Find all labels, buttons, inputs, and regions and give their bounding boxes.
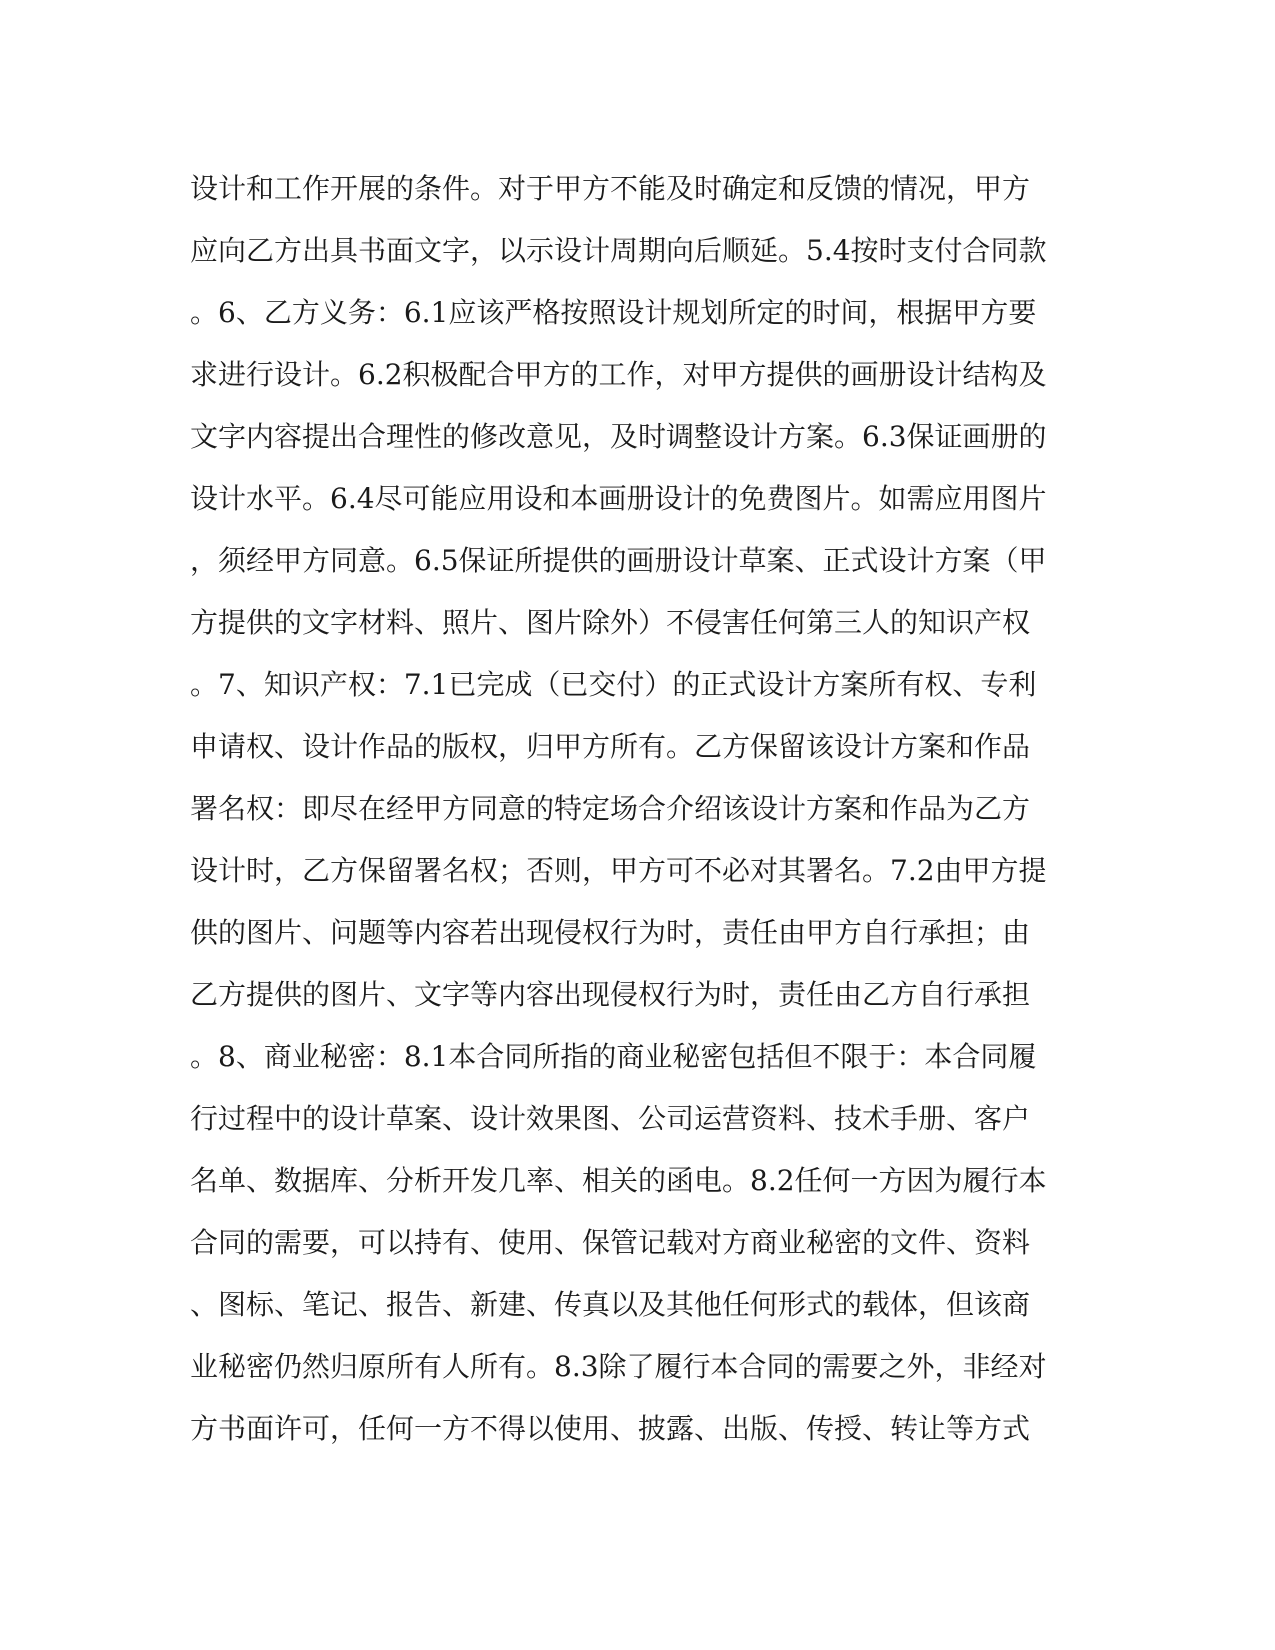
text-line: 设计时，乙方保留署名权；否则，甲方可不必对其署名。7.2由甲方提 (190, 854, 1047, 887)
text-line: 乙方提供的图片、文字等内容出现侵权行为时，责任由乙方自行承担 (190, 978, 1031, 1011)
text-line: 合同的需要，可以持有、使用、保管记载对方商业秘密的文件、资料 (190, 1226, 1031, 1259)
text-line: 方书面许可，任何一方不得以使用、披露、出版、传授、转让等方式 (190, 1412, 1031, 1445)
text-line: 供的图片、问题等内容若出现侵权行为时，责任由甲方自行承担；由 (190, 916, 1031, 949)
text-line: 。8、商业秘密：8.1本合同所指的商业秘密包括但不限于：本合同履 (190, 1040, 1037, 1073)
text-line: 、图标、笔记、报告、新建、传真以及其他任何形式的载体，但该商 (190, 1288, 1031, 1321)
text-line: 名单、数据库、分析开发几率、相关的函电。8.2任何一方因为履行本 (190, 1164, 1047, 1197)
text-line: 文字内容提出合理性的修改意见，及时调整设计方案。6.3保证画册的 (190, 420, 1047, 453)
text-line: 设计和工作开展的条件。对于甲方不能及时确定和反馈的情况，甲方 (190, 172, 1031, 205)
text-line: 求进行设计。6.2积极配合甲方的工作，对甲方提供的画册设计结构及 (190, 358, 1047, 391)
text-line: ，须经甲方同意。6.5保证所提供的画册设计草案、正式设计方案（甲 (190, 544, 1047, 577)
text-line: 署名权：即尽在经甲方同意的特定场合介绍该设计方案和作品为乙方 (190, 792, 1031, 825)
text-line: 行过程中的设计草案、设计效果图、公司运营资料、技术手册、客户 (190, 1102, 1031, 1135)
text-line: 方提供的文字材料、照片、图片除外）不侵害任何第三人的知识产权 (190, 606, 1031, 639)
text-line: 申请权、设计作品的版权，归甲方所有。乙方保留该设计方案和作品 (190, 730, 1031, 763)
text-line: 设计水平。6.4尽可能应用设和本画册设计的免费图片。如需应用图片 (190, 482, 1047, 515)
contract-body-text (190, 158, 1080, 1460)
text-line: 。7、知识产权：7.1已完成（已交付）的正式设计方案所有权、专利 (190, 668, 1037, 701)
text-line: 应向乙方出具书面文字，以示设计周期向后顺延。5.4按时支付合同款 (190, 234, 1047, 267)
text-line: 。6、乙方义务：6.1应该严格按照设计规划所定的时间，根据甲方要 (190, 296, 1037, 329)
text-line: 业秘密仍然归原所有人所有。8.3除了履行本合同的需要之外，非经对 (190, 1350, 1047, 1383)
